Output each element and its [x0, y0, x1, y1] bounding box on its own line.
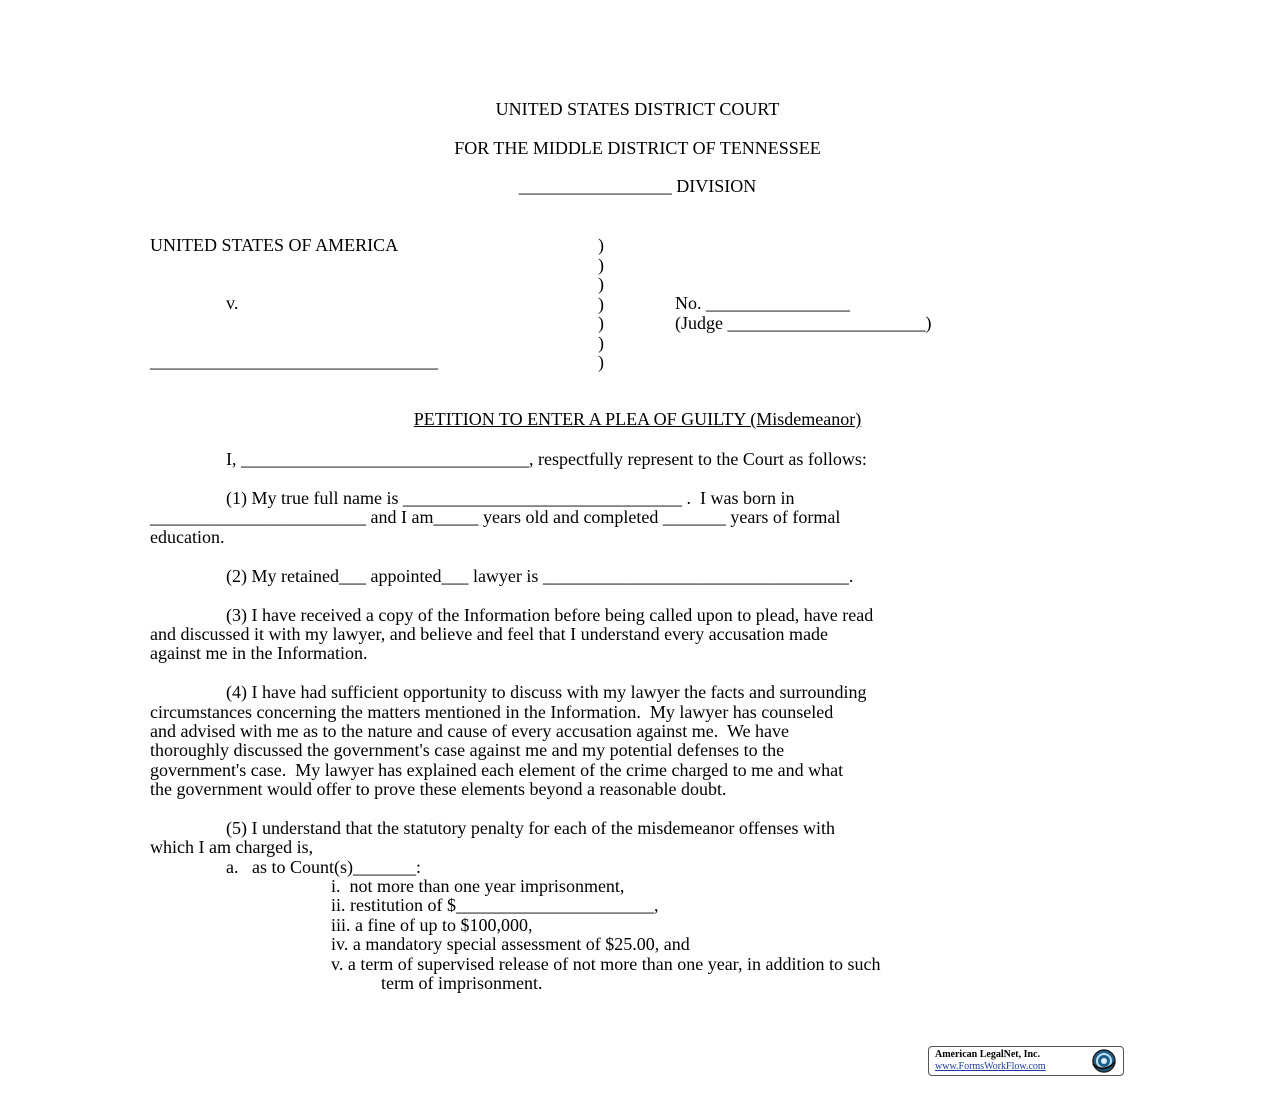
legalnet-logo-badge — [928, 1046, 1124, 1076]
caption-paren: ) — [598, 294, 604, 314]
count-line: a. as to Count(s)_______: — [226, 857, 421, 877]
paragraph-line: (4) I have had sufficient opportunity to discuss with my lawyer the facts and surrounding — [226, 682, 867, 702]
judge-field: (Judge ______________________) — [675, 313, 932, 333]
caption-paren: ) — [598, 274, 604, 294]
logo-company-name: American LegalNet, Inc. — [935, 1049, 1040, 1060]
paragraph-line: (5) I understand that the statutory penalty for each of the misdemeanor offenses with — [226, 818, 835, 838]
globe-icon — [1087, 1048, 1121, 1074]
paragraph-line: education. — [150, 527, 225, 547]
caption-paren: ) — [598, 313, 604, 333]
paragraph-line: (1) My true full name is _______________________________ . I was born in — [226, 488, 795, 508]
court-title: UNITED STATES DISTRICT COURT — [495, 99, 780, 119]
caption-paren: ) — [598, 255, 604, 275]
penalty-continuation: term of imprisonment. — [381, 973, 543, 993]
penalty-item: ii. restitution of $______________________, — [331, 895, 659, 915]
paragraph-line: ________________________ and I am_____ years old and completed _______ years of formal — [150, 507, 841, 527]
caption-paren: ) — [598, 235, 604, 255]
plaintiff-name: UNITED STATES OF AMERICA — [150, 235, 399, 255]
penalty-item: i. not more than one year imprisonment, — [331, 876, 625, 896]
paragraph-line: circumstances concerning the matters mentioned in the Information. My lawyer has counseled — [150, 702, 834, 722]
penalty-item: iv. a mandatory special assessment of $25.00, and — [331, 934, 690, 954]
paragraph-line: the government would offer to prove these elements beyond a reasonable doubt. — [150, 779, 727, 799]
petition-title — [0, 410, 1275, 430]
penalty-item: v. a term of supervised release of not more than one year, in addition to such — [331, 954, 881, 974]
intro-line: I, ________________________________, respectfully represent to the Court as follows: — [226, 449, 867, 469]
logo-url-link[interactable]: www.FormsWorkFlow.com — [935, 1061, 1046, 1072]
defendant-blank: ________________________________ — [150, 351, 438, 371]
petition-title-sub: (Misdemeanor) — [745, 409, 862, 429]
district-title: FOR THE MIDDLE DISTRICT OF TENNESSEE — [454, 138, 821, 158]
caption-paren: ) — [598, 333, 604, 353]
penalty-item: iii. a fine of up to $100,000, — [331, 915, 533, 935]
paragraph-line: thoroughly discussed the government's case against me and my potential defenses to the — [150, 740, 785, 760]
petition-title-main: PETITION TO ENTER A PLEA OF GUILTY — [413, 409, 746, 429]
paragraph-line: (3) I have received a copy of the Information before being called upon to plead, have read — [226, 605, 874, 625]
case-number-field: No. ________________ — [675, 293, 850, 313]
paragraph-line: which I am charged is, — [150, 837, 314, 857]
versus-label: v. — [226, 293, 239, 313]
paragraph-line: government's case. My lawyer has explained each element of the crime charged to me and what — [150, 760, 844, 780]
paragraph-line: against me in the Information. — [150, 643, 368, 663]
division-line: _________________ DIVISION — [518, 176, 757, 196]
paragraph-line: and advised with me as to the nature and cause of every accusation against me. We have — [150, 721, 789, 741]
paragraph-line: and discussed it with my lawyer, and believe and feel that I understand every accusation made — [150, 624, 829, 644]
caption-paren: ) — [598, 352, 604, 372]
paragraph-2: (2) My retained___ appointed___ lawyer is __________________________________. — [226, 566, 854, 586]
